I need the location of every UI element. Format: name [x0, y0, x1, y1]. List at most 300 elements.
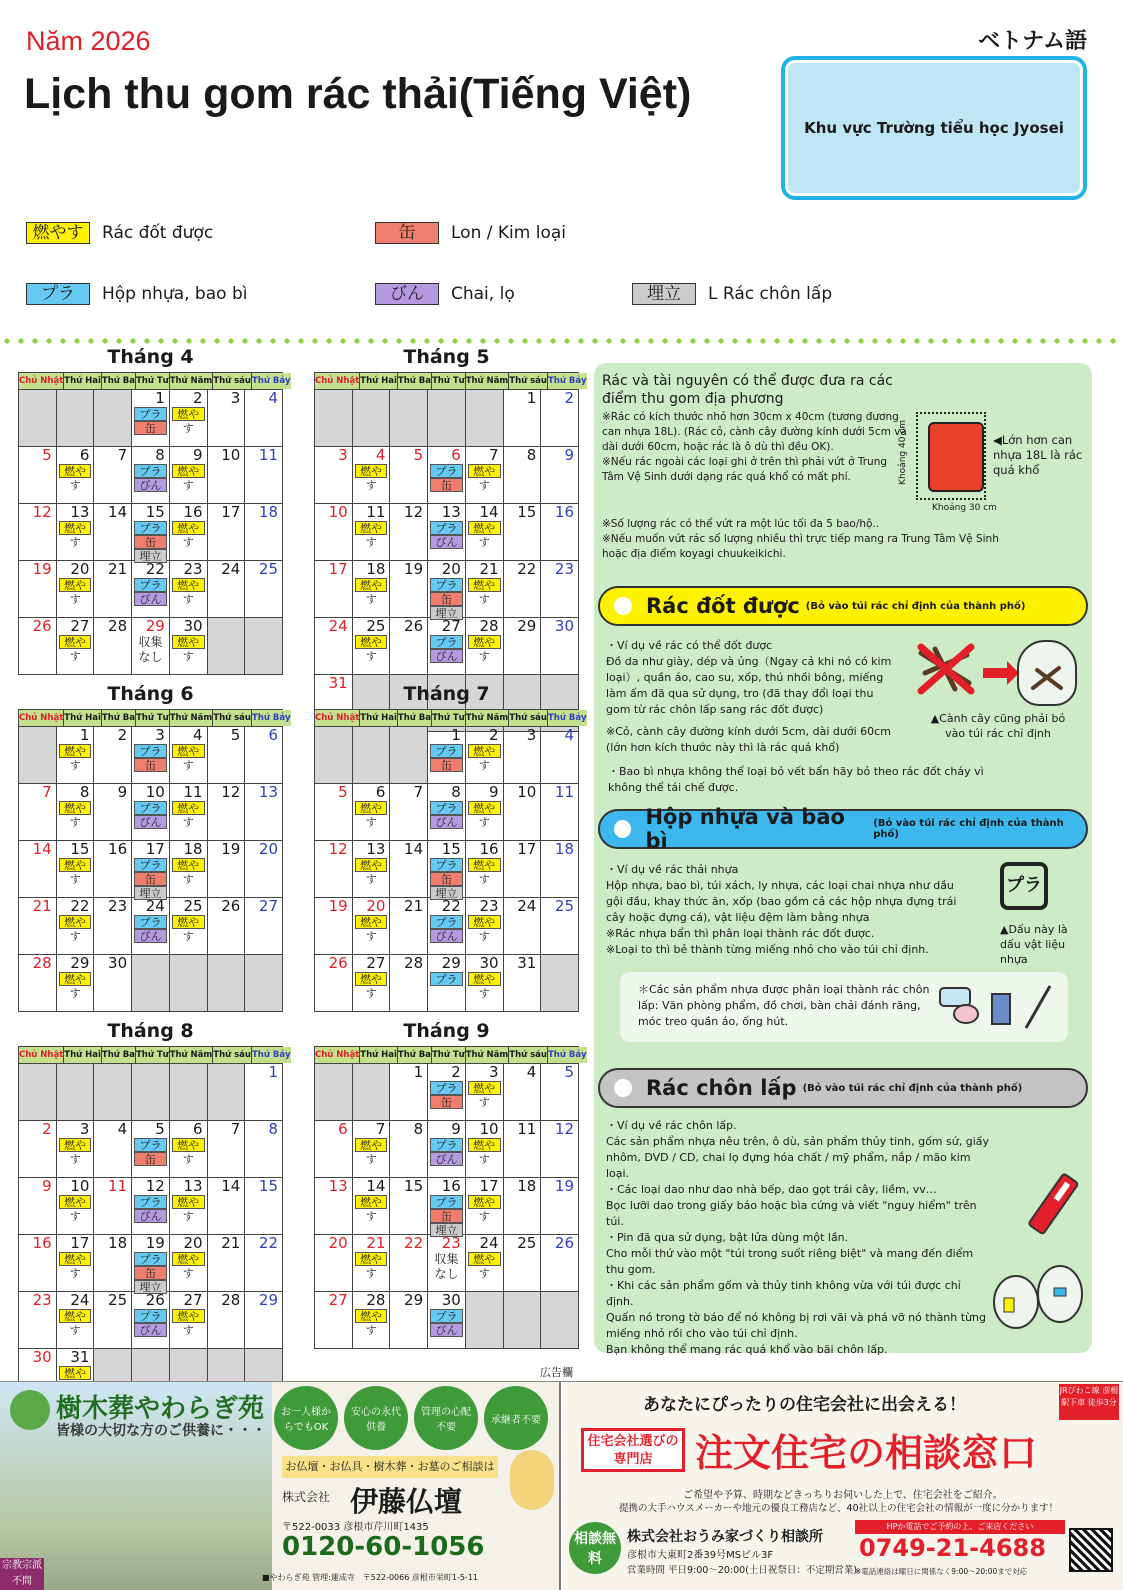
day-number: 30 [479, 954, 499, 972]
day-cell [132, 1178, 170, 1235]
day-number: 14 [404, 840, 424, 858]
day-cell [132, 1121, 170, 1178]
weekday-label: Thứ sáu [509, 373, 548, 389]
collection-tag: びん [134, 815, 167, 829]
landfill-header [598, 1068, 1088, 1108]
collection-tag: プラ [430, 1195, 463, 1209]
day-cell [466, 898, 504, 955]
day-number: 2 [451, 1063, 461, 1081]
day-number: 29 [258, 1291, 278, 1309]
day-number: 13 [258, 783, 278, 801]
collection-tag: プラ [134, 578, 167, 592]
day-number: 6 [79, 446, 90, 464]
day-cell [208, 841, 246, 898]
collection-tag: 缶 [430, 872, 463, 886]
collection-tag: 埋立 [430, 886, 463, 900]
plastic-line: ※Rác nhựa bẩn thì phân loại thành rác đốt được. [606, 927, 875, 940]
day-number: 19 [554, 1177, 574, 1195]
intro-note: ※Nếu rác ngoài các loại ghi ở trên thì phải vứt ở Trung Tâm Vệ Sinh dưới dạng rác quá khổ có mất phí. [602, 456, 888, 483]
collection-tag: びん [134, 1209, 167, 1223]
day-number: 8 [413, 1120, 424, 1138]
empty-day-cell [315, 390, 353, 447]
weekday-label: Thứ sáu [509, 1047, 548, 1063]
day-cell [315, 784, 353, 841]
month-title: Tháng 6 [107, 683, 194, 705]
day-number: 5 [230, 726, 241, 744]
day-cell [170, 618, 208, 675]
collection-tag: 燃やす [172, 915, 205, 929]
day-number: 28 [108, 617, 128, 635]
day-cell [170, 1292, 208, 1349]
day-cell [245, 1235, 283, 1292]
day-cell [390, 618, 428, 675]
day-number: 22 [441, 897, 461, 915]
collection-tag: プラ [134, 858, 167, 872]
day-cell [208, 1121, 246, 1178]
collection-tag: プラ [134, 915, 167, 929]
empty-day-cell [390, 390, 428, 447]
day-number: 23 [108, 897, 128, 915]
intro-note: ※Số lượng rác có thể vứt ra một lúc tối đa 5 bao/hộ.. [602, 518, 880, 530]
day-number: 2 [489, 726, 499, 744]
day-number: 1 [526, 389, 537, 407]
empty-day-cell [245, 618, 283, 675]
day-cell [19, 955, 57, 1012]
day-number: 28 [221, 1291, 241, 1309]
collection-tag: 埋立 [430, 1223, 463, 1237]
day-number: 9 [564, 446, 574, 464]
calendar-month-august [18, 1020, 291, 1406]
day-cell [170, 1178, 208, 1235]
day-number: 27 [258, 897, 278, 915]
landfill-line: Cho mỗi thứ vào một "túi trong suốt riêng biệt" và mang đến điểm thu gom. [606, 1247, 974, 1276]
empty-day-cell [466, 390, 504, 447]
day-cell [208, 390, 246, 447]
landfill-line: ・Khi các sản phẩm gốm và thủy tinh không vừa với túi được chỉ định. [606, 1279, 961, 1308]
collection-tag: 缶 [430, 1209, 463, 1223]
day-number: 10 [70, 1177, 90, 1195]
day-number: 13 [328, 1177, 348, 1195]
weekday-label: Thứ Ba [102, 710, 136, 726]
landfill-line: Bọc lưỡi dao trong giấy báo hoặc bìa cứng và viết "nguy hiểm" trên túi. [606, 1199, 977, 1228]
day-number: 16 [183, 503, 203, 521]
day-number: 23 [479, 897, 499, 915]
day-cell [390, 1292, 428, 1349]
landfill-text [606, 1118, 990, 1358]
day-number: 6 [375, 783, 386, 801]
collection-tag: びん [430, 929, 463, 943]
collection-tag: 燃やす [59, 521, 92, 535]
collection-tag: びん [134, 478, 167, 492]
collection-tag: 燃やす [172, 635, 205, 649]
day-number: 10 [479, 1120, 499, 1138]
weekday-header [18, 709, 291, 726]
day-cell [208, 1235, 246, 1292]
day-cell [315, 955, 353, 1012]
collection-tag: プラ [430, 744, 463, 758]
weekday-label: Thứ sáu [509, 710, 548, 726]
weekday-label: Chủ Nhật [19, 1047, 64, 1063]
calendar-grid [18, 1063, 283, 1406]
day-cell [170, 447, 208, 504]
weekday-label: Chủ Nhật [315, 373, 360, 389]
day-cell [132, 841, 170, 898]
day-cell [428, 504, 466, 561]
collection-tag: 燃やす [355, 521, 388, 535]
day-cell [541, 727, 579, 784]
day-number: 14 [32, 840, 52, 858]
collection-tag: 燃やす [59, 464, 92, 478]
day-number: 11 [554, 783, 574, 801]
day-number: 31 [517, 954, 537, 972]
empty-day-cell [208, 955, 246, 1012]
day-cell [132, 561, 170, 618]
collection-tag: びん [134, 592, 167, 606]
collection-tag: プラ [430, 1138, 463, 1152]
day-number: 3 [526, 726, 537, 744]
plastic-caption: ▲Dấu này là dấu vật liệu nhựa [1000, 923, 1068, 966]
day-cell [208, 784, 246, 841]
day-number: 23 [441, 1234, 461, 1252]
day-number: 4 [526, 1063, 537, 1081]
qr-code-icon [1069, 1528, 1113, 1572]
day-cell [541, 618, 579, 675]
day-cell [19, 1121, 57, 1178]
day-number: 24 [479, 1234, 499, 1252]
ad-right-free: 相談無料 [569, 1522, 621, 1574]
day-number: 16 [554, 503, 574, 521]
collection-tag: 燃やす [172, 407, 205, 421]
collection-tag: 燃やす [468, 915, 501, 929]
weekday-label: Thứ sáu [213, 373, 252, 389]
day-cell [94, 784, 132, 841]
day-number: 12 [404, 503, 424, 521]
day-cell [94, 1178, 132, 1235]
day-cell [94, 841, 132, 898]
collection-tag: プラ [430, 915, 463, 929]
weekday-header [314, 709, 587, 726]
collection-tag: 燃やす [468, 1195, 501, 1209]
day-cell [94, 561, 132, 618]
day-number: 24 [221, 560, 241, 578]
day-cell [170, 841, 208, 898]
day-cell [170, 504, 208, 561]
legend-tag: びん [375, 283, 439, 305]
day-cell [353, 1178, 391, 1235]
collection-tag: 燃やす [355, 858, 388, 872]
weekday-label: Chủ Nhật [19, 373, 64, 389]
legend-label: Chai, lọ [451, 284, 515, 304]
ad-left-badge: お一人様からでもOK [274, 1386, 338, 1450]
day-number: 4 [375, 446, 386, 464]
day-number: 20 [366, 897, 386, 915]
day-number: 26 [145, 1291, 165, 1309]
day-number: 6 [451, 446, 461, 464]
day-number: 8 [268, 1120, 278, 1138]
day-number: 17 [328, 560, 348, 578]
ad-left[interactable] [0, 1382, 561, 1590]
ad-left-corner: 宗教宗派不問 [0, 1558, 44, 1590]
day-cell [353, 841, 391, 898]
plastic-title: Hộp nhựa và bao bì [645, 805, 845, 853]
day-cell [208, 1292, 246, 1349]
ad-right[interactable] [563, 1382, 1123, 1590]
day-number: 28 [366, 1291, 386, 1309]
landfill-line: Bạn không thể mang rác quá khổ vào bãi chôn lấp. [606, 1343, 888, 1356]
collection-tag: 燃やす [59, 578, 92, 592]
month-title: Tháng 7 [403, 683, 490, 705]
tree-logo-icon [10, 1390, 50, 1430]
day-number: 15 [145, 503, 165, 521]
day-cell [504, 561, 542, 618]
weekday-label: Thứ Bảy [548, 1047, 587, 1063]
day-number: 16 [479, 840, 499, 858]
day-number: 31 [70, 1348, 90, 1366]
day-number: 20 [70, 560, 90, 578]
collection-tag: 缶 [430, 592, 463, 606]
day-cell [541, 1235, 579, 1292]
day-number: 2 [117, 726, 128, 744]
day-number: 27 [183, 1291, 203, 1309]
day-cell [466, 1235, 504, 1292]
day-number: 7 [375, 1120, 386, 1138]
burnable-text [606, 638, 896, 756]
day-number: 12 [328, 840, 348, 858]
day-cell [466, 447, 504, 504]
collection-tag: 燃やす [468, 801, 501, 815]
empty-day-cell [390, 727, 428, 784]
collection-tag: 缶 [134, 535, 167, 549]
day-cell [170, 727, 208, 784]
collection-tag: プラ [134, 464, 167, 478]
day-number: 18 [517, 1177, 537, 1195]
calendar-grid [18, 389, 283, 675]
day-number: 19 [328, 897, 348, 915]
day-number: 14 [479, 503, 499, 521]
landfill-line: Quấn nó trong tờ báo để nó không bị rơi vãi và phá vỡ nó thành từng miếng nhỏ rồi cho vào túi chỉ định. [606, 1311, 986, 1340]
day-cell [94, 955, 132, 1012]
collection-tag: 燃やす [468, 744, 501, 758]
day-cell [315, 447, 353, 504]
collection-tag: 燃やす [355, 1138, 388, 1152]
weekday-label: Thứ Năm [170, 710, 214, 726]
day-cell [466, 1121, 504, 1178]
collection-tag: 燃やす [172, 464, 205, 478]
day-number: 21 [366, 1234, 386, 1252]
day-cell [245, 390, 283, 447]
language-label: ベトナム語 [978, 29, 1087, 54]
collection-tag: 燃やす [355, 1309, 388, 1323]
day-cell [428, 1292, 466, 1349]
day-number: 3 [79, 1120, 90, 1138]
day-number: 17 [517, 840, 537, 858]
empty-day-cell [19, 390, 57, 447]
day-cell [132, 504, 170, 561]
weekday-label: Thứ Bảy [252, 710, 291, 726]
landfill-line: Các sản phẩm nhựa nêu trên, ô dù, sản phẩm thủy tinh, gốm sứ, giấy nhôm, DVD / CD, chai lọ đựng hóa chất / mỹ phẩm, nắp / mão kim loại. [606, 1135, 989, 1180]
day-cell [19, 1178, 57, 1235]
day-cell [315, 1292, 353, 1349]
day-cell [390, 504, 428, 561]
calendar-grid [314, 1063, 579, 1349]
empty-day-cell [94, 1064, 132, 1121]
day-cell [390, 841, 428, 898]
collection-tag: 燃やす [59, 1252, 92, 1266]
day-cell [57, 727, 95, 784]
collection-tag: 埋立 [134, 886, 167, 900]
empty-day-cell [428, 390, 466, 447]
no-collection-note: なし [434, 1267, 459, 1281]
plastic-note: ＊Các sản phẩm nhựa được phân loại thành rác chôn lấp: Văn phòng phẩm, đồ chơi, bàn chải đánh răng, móc treo quần áo, ống hút. [638, 983, 930, 1028]
year-label: Năm 2026 [26, 26, 151, 56]
day-number: 25 [366, 617, 386, 635]
ad-left-phone[interactable]: 0120-60-1056 [282, 1532, 485, 1562]
day-cell [94, 618, 132, 675]
day-cell [428, 727, 466, 784]
collection-tag: 燃やす [468, 1252, 501, 1266]
day-cell [57, 1292, 95, 1349]
landfill-line: ・Các loại dao như dao nhà bếp, dao gọt trái cây, liềm, vv… [606, 1183, 937, 1196]
day-cell [466, 784, 504, 841]
intro-title: Rác và tài nguyên có thể được đưa ra các điểm thu gom địa phương [602, 373, 893, 407]
collection-tag: びん [430, 1323, 463, 1337]
legend-item-burnable [26, 222, 213, 244]
day-number: 15 [404, 1177, 424, 1195]
day-cell [132, 727, 170, 784]
day-cell [19, 898, 57, 955]
day-number: 10 [145, 783, 165, 801]
collection-tag: プラ [430, 635, 463, 649]
day-number: 20 [441, 560, 461, 578]
collection-tag: 燃やす [59, 1195, 92, 1209]
day-number: 11 [517, 1120, 537, 1138]
day-number: 27 [70, 617, 90, 635]
legend-label: Lon / Kim loại [451, 223, 566, 243]
weekday-label: Thứ Tư [432, 1047, 466, 1063]
day-cell [504, 955, 542, 1012]
day-cell [541, 1121, 579, 1178]
empty-day-cell [353, 390, 391, 447]
weekday-label: Thứ Năm [466, 710, 510, 726]
burnable-caption: ▲Cành cây cũng phải bỏ vào túi rác chỉ định [930, 712, 1066, 740]
empty-day-cell [94, 390, 132, 447]
day-number: 11 [108, 1177, 128, 1195]
day-number: 26 [32, 617, 52, 635]
collection-tag: プラ [430, 521, 463, 535]
weekday-label: Thứ Bảy [252, 373, 291, 389]
day-cell [428, 618, 466, 675]
day-number: 23 [554, 560, 574, 578]
ad-right-address: 彦根市大東町2番39号MSビル3F [627, 1550, 774, 1561]
legend-label: Hộp nhựa, bao bì [102, 284, 248, 304]
collection-tag: 燃やす [355, 635, 388, 649]
collection-tag: 燃やす [468, 1138, 501, 1152]
day-number: 14 [221, 1177, 241, 1195]
collection-tag: プラ [430, 1081, 463, 1095]
day-number: 5 [155, 1120, 165, 1138]
day-number: 29 [404, 1291, 424, 1309]
day-cell [390, 898, 428, 955]
day-cell [466, 727, 504, 784]
empty-day-cell [466, 1292, 504, 1349]
landfill-subtitle: (Bỏ vào túi rác chỉ định của thành phố) [802, 1082, 1023, 1094]
collection-tag: 缶 [430, 1095, 463, 1109]
collection-tag: プラ [430, 1309, 463, 1323]
weekday-label: Thứ Tư [136, 373, 170, 389]
collection-tag: 燃やす [59, 972, 92, 986]
day-number: 17 [145, 840, 165, 858]
day-number: 5 [338, 783, 348, 801]
day-number: 13 [183, 1177, 203, 1195]
day-cell [132, 1235, 170, 1292]
day-cell [132, 618, 170, 675]
day-cell [94, 727, 132, 784]
day-number: 18 [366, 560, 386, 578]
day-number: 25 [517, 1234, 537, 1252]
ad-right-hp-note: HPか電話でご予約の上、ご来店ください [855, 1520, 1065, 1534]
legend-item-plastic [26, 283, 247, 305]
collection-tag: プラ [134, 407, 167, 421]
weekday-label: Thứ Năm [170, 373, 214, 389]
collection-tag: プラ [134, 1195, 167, 1209]
legend-item-landfill [632, 283, 832, 305]
day-cell [504, 727, 542, 784]
day-number: 17 [70, 1234, 90, 1252]
ad-right-phone[interactable]: 0749-21-4688 [859, 1534, 1046, 1562]
burnable-title: Rác đốt được [646, 594, 800, 618]
day-number: 24 [70, 1291, 90, 1309]
empty-day-cell [132, 1064, 170, 1121]
day-number: 9 [451, 1120, 461, 1138]
day-number: 24 [328, 617, 348, 635]
day-cell [57, 1178, 95, 1235]
day-cell [428, 955, 466, 1012]
collection-tag: プラ [430, 801, 463, 815]
ad-left-tagline: 皆様の大切な方のご供養に・・・ [56, 1423, 266, 1439]
no-collection-note: 収集 [138, 635, 163, 649]
collection-tag: 缶 [134, 1266, 167, 1280]
day-number: 29 [70, 954, 90, 972]
circle-icon [614, 820, 631, 838]
day-cell [208, 504, 246, 561]
day-cell [245, 1178, 283, 1235]
day-cell [94, 447, 132, 504]
calendar-month-september [314, 1020, 587, 1349]
day-number: 10 [517, 783, 537, 801]
day-cell [19, 618, 57, 675]
day-number: 11 [366, 503, 386, 521]
day-number: 13 [366, 840, 386, 858]
day-cell [245, 447, 283, 504]
day-number: 27 [441, 617, 461, 635]
legend-item-bottles [375, 283, 515, 305]
day-number: 25 [183, 897, 203, 915]
branches-icon [915, 643, 977, 693]
day-cell [428, 1121, 466, 1178]
day-number: 18 [108, 1234, 128, 1252]
collection-tag: プラ [134, 801, 167, 815]
day-cell [504, 504, 542, 561]
weekday-label: Thứ sáu [213, 710, 252, 726]
plastic-line: ※Loại to thì bẻ thành từng miếng nhỏ cho vào túi chỉ định. [606, 943, 929, 956]
day-cell [504, 784, 542, 841]
empty-day-cell [504, 1292, 542, 1349]
collection-tag: 燃やす [59, 858, 92, 872]
day-number: 1 [413, 1063, 424, 1081]
day-cell [57, 504, 95, 561]
day-number: 24 [517, 897, 537, 915]
empty-day-cell [170, 955, 208, 1012]
